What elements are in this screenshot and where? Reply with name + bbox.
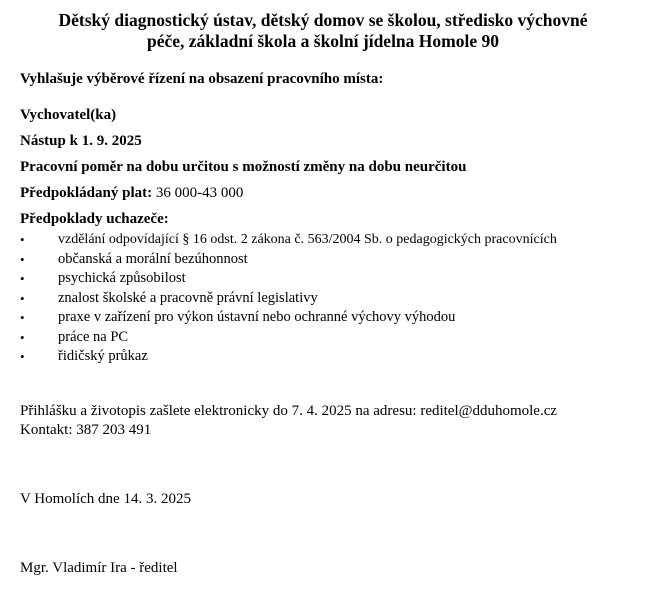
bullet-icon: •: [20, 290, 25, 306]
requirement-text: vzdělání odpovídající § 16 odst. 2 zákona č. 563/2004 Sb. o pedagogických pracovnících: [58, 232, 557, 247]
application-instructions: Přihlášku a životopis zašlete elektronicky do 7. 4. 2025 na adresu: reditel@dduhomole.cz: [20, 403, 558, 419]
bullet-icon: •: [20, 271, 25, 286]
place-date: V Homolích dne 14. 3. 2025: [20, 491, 191, 507]
salary-line: [20, 184, 243, 202]
requirement-text: praxe v zařízení pro výkon ústavní nebo ochranné výchovy výhodou: [58, 309, 456, 325]
salary-value: 36 000-43 000: [155, 185, 244, 201]
requirements-heading: Předpoklady uchazeče:: [20, 211, 169, 227]
bullet-icon: •: [20, 232, 25, 247]
announcement-text: Vyhlašuje výběrové řízení na obsazení pracovního místa:: [20, 71, 384, 87]
bullet-icon: •: [20, 329, 25, 345]
document-title: [20, 10, 626, 52]
bullet-icon: •: [20, 310, 25, 325]
salary-label: Předpokládaný plat:: [20, 185, 153, 201]
requirement-text: občanská a morální bezúhonnost: [58, 250, 248, 267]
start-date: Nástup k 1. 9. 2025: [20, 133, 142, 149]
requirement-text: práce na PC: [58, 328, 129, 345]
bullet-icon: •: [20, 349, 25, 364]
contact-info: Kontakt: 387 203 491: [20, 422, 152, 438]
requirement-text: znalost školské a pracovně právní legislativy: [58, 289, 318, 306]
bullet-icon: •: [20, 251, 25, 267]
signature: Mgr. Vladimír Ira - ředitel: [20, 560, 178, 576]
employment-type: Pracovní poměr na dobu určitou s možností změny na dobu neurčitou: [20, 159, 467, 175]
title-line-2: péče, základní škola a školní jídelna Homole 90: [147, 31, 499, 51]
position-title: Vychovatel(ka): [20, 107, 117, 123]
requirement-text: řidičský průkaz: [58, 348, 148, 364]
requirement-text: psychická způsobilost: [58, 270, 186, 286]
title-line-1: Dětský diagnostický ústav, dětský domov se školou, středisko výchovné: [58, 10, 588, 30]
